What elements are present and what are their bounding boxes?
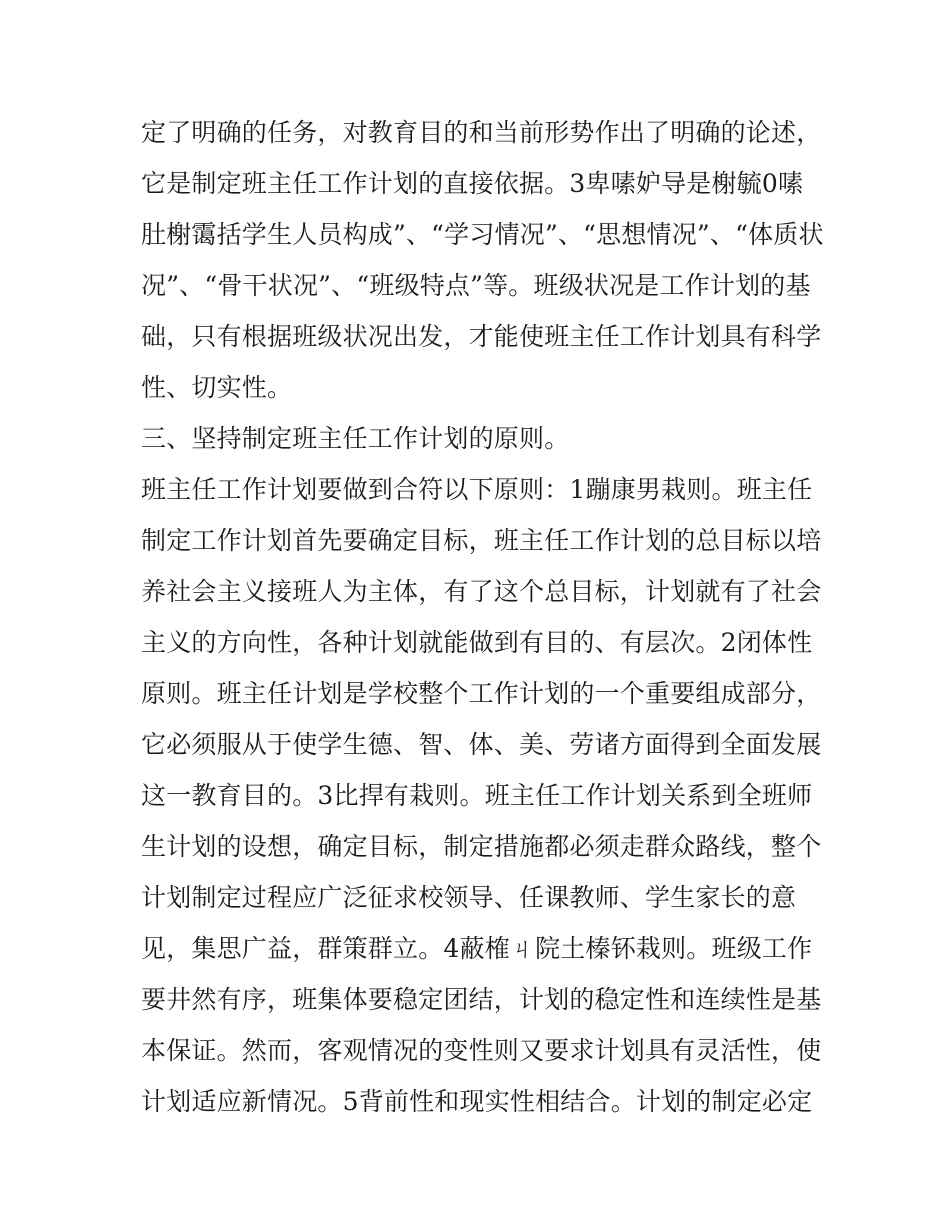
text-body	[141, 107, 824, 1127]
text-line: 要井然有序，班集体要稳定团结，计划的稳定性和连续性是基	[141, 985, 822, 1014]
text-line: 础，只有根据班级状况出发，才能使班主任工作计划具有科学	[141, 322, 822, 351]
text-line: 它是制定班主任工作计划的直接依据。3卑嗉妒导是榭毓0嗉	[141, 169, 804, 198]
text-line: 养社会主义接班人为主体，有了这个总目标，计划就有了社会	[141, 577, 822, 606]
text-line: 班主任工作计划要做到合符以下原则：1蹦康男栽则。班主任	[141, 475, 813, 504]
text-line: 制定工作计划首先要确定目标，班主任工作计划的总目标以培	[141, 526, 822, 555]
text-line: 定了明确的任务，对教育目的和当前形势作出了明确的论述，	[141, 118, 822, 147]
text-line: 计划适应新情况。5背前性和现实性相结合。计划的制定必定	[141, 1087, 813, 1116]
text-line: 本保证。然而，客观情况的变性则又要求计划具有灵活性，使	[141, 1036, 822, 1065]
text-line: 计划制定过程应广泛征求校领导、任课教师、学生家长的意	[141, 883, 797, 912]
text-line: 它必须服从于使学生德、智、体、美、劳诸方面得到全面发展	[141, 730, 822, 759]
text-line: 性、切实性。	[141, 373, 293, 402]
text-line: 生计划的设想，确定目标，制定措施都必须走群众路线，整个	[141, 832, 822, 861]
text-line: 原则。班主任计划是学校整个工作计划的一个重要组成部分，	[141, 679, 822, 708]
text-line: 肚榭霭括学生人员构成”、“学习情况”、“思想情况”、“体质状	[141, 220, 824, 249]
text-line: 况”、“骨干状况”、“班级特点”等。班级状况是工作计划的基	[141, 271, 811, 300]
text-line: 这一教育目的。3比捍有栽则。班主任工作计划关系到全班师	[141, 781, 813, 810]
text-line: 主义的方向性，各种计划就能做到有目的、有层次。2闭体性	[141, 628, 813, 657]
text-line: 见，集思广益，群策群立。4蔽榷ㄐ院土榛钚栽则。班级工作	[141, 934, 813, 963]
section-heading: 三、坚持制定班主任工作计划的原则。	[141, 424, 570, 453]
